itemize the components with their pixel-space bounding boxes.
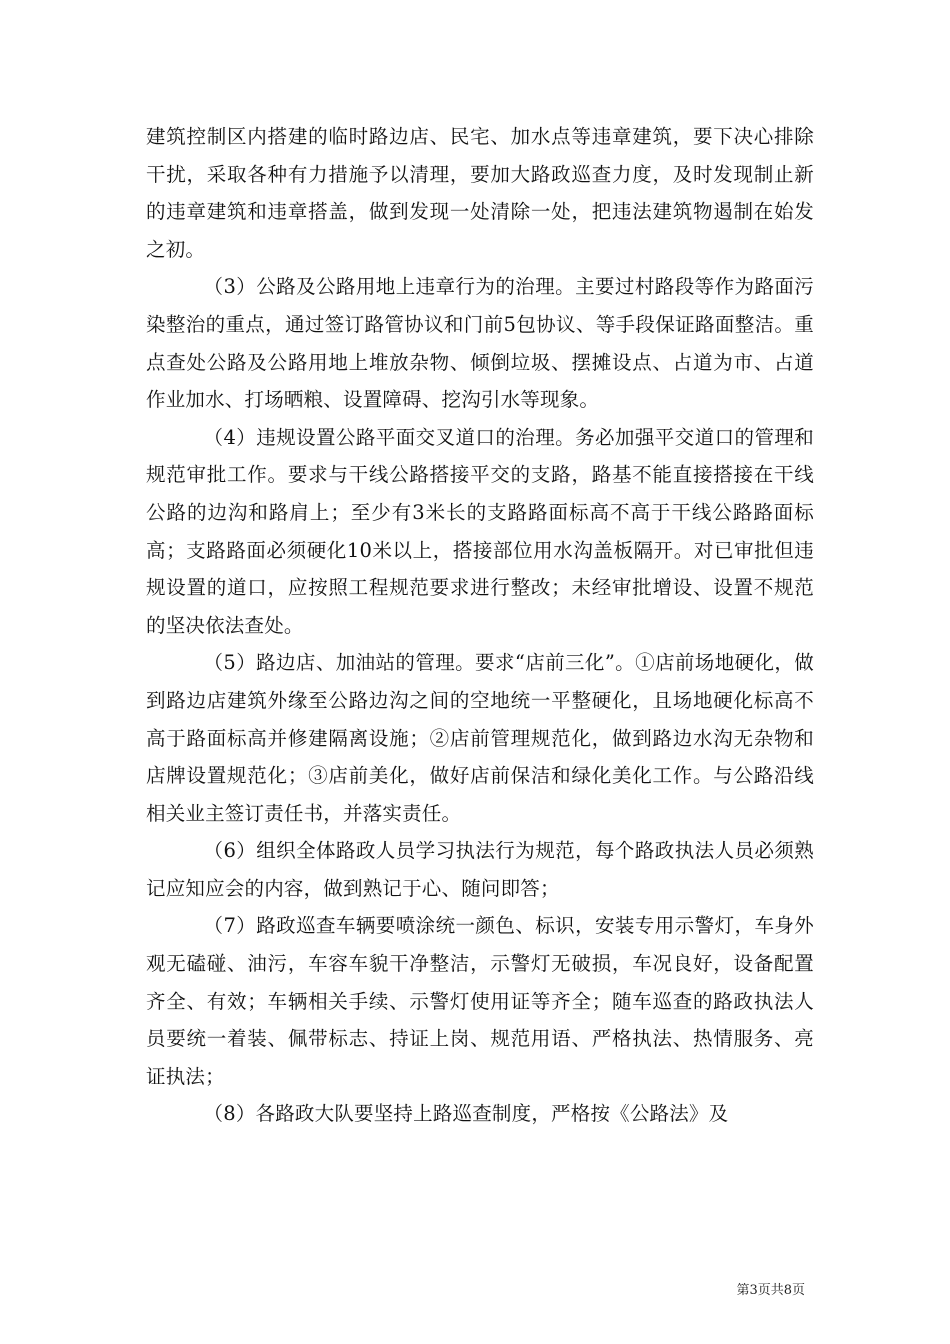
paragraph-item-7: （7）路政巡查车辆要喷涂统一颜色、标识，安装专用示警灯，车身外观无磕碰、油污，车容车貌干净整洁，示警灯无破损，车况良好，设备配置齐全、有效；车辆相关手续、示警灯使用证等齐全；随车巡查的路政执法人员要统一着装、佩带标志、持证上岗、规范用语、严格执法、热情服务、亮证执法； <box>146 914 814 1088</box>
page-number-footer <box>736 1283 805 1299</box>
page-number-label: 第3页共8页 <box>736 1283 805 1298</box>
paragraph-item-8: （8）各路政大队要坚持上路巡查制度，严格按《公路法》及 <box>203 1102 729 1126</box>
document-body <box>146 118 814 1133</box>
paragraph-item-6: （6）组织全体路政人员学习执法行为规范，每个路政执法人员必须熟记应知应会的内容，做到熟记于心、随问即答； <box>146 839 814 900</box>
paragraph-item-4: （4）违规设置公路平面交叉道口的治理。务必加强平交道口的管理和规范审批工作。要求与干线公路搭接平交的支路，路基不能直接搭接在干线公路的边沟和路肩上；至少有3米长的支路路面标高不高于干线公路路面标高；支路路面必须硬化10米以上，搭接部位用水沟盖板隔开。对已审批但违规设置的道口，应按照工程规范要求进行整改；未经审批增设、设置不规范的坚决依法查处。 <box>146 425 814 637</box>
paragraph-item-3: （3）公路及公路用地上违章行为的治理。主要过村路段等作为路面污染整治的重点，通过签订路管协议和门前5包协议、等手段保证路面整洁。重点查处公路及公路用地上堆放杂物、倾倒垃圾、摆摊设点、占道为市、占道作业加水、打场晒粮、设置障碍、挖沟引水等现象。 <box>146 275 814 412</box>
paragraph-continuation: 建筑控制区内搭建的临时路边店、民宅、加水点等违章建筑，要下决心排除干扰，采取各种有力措施予以清理，要加大路政巡查力度，及时发现制止新的违章建筑和违章搭盖，做到发现一处清除一处，把违法建筑物遏制在始发之初。 <box>146 125 814 261</box>
paragraph-item-5: （5）路边店、加油站的管理。要求“店前三化”。①店前场地硬化，做到路边店建筑外缘至公路边沟之间的空地统一平整硬化，且场地硬化标高不高于路面标高并修建隔离设施；②店前管理规范化，做到路边水沟无杂物和店牌设置规范化；③店前美化，做好店前保洁和绿化美化工作。与公路沿线相关业主签订责任书，并落实责任。 <box>146 651 814 825</box>
